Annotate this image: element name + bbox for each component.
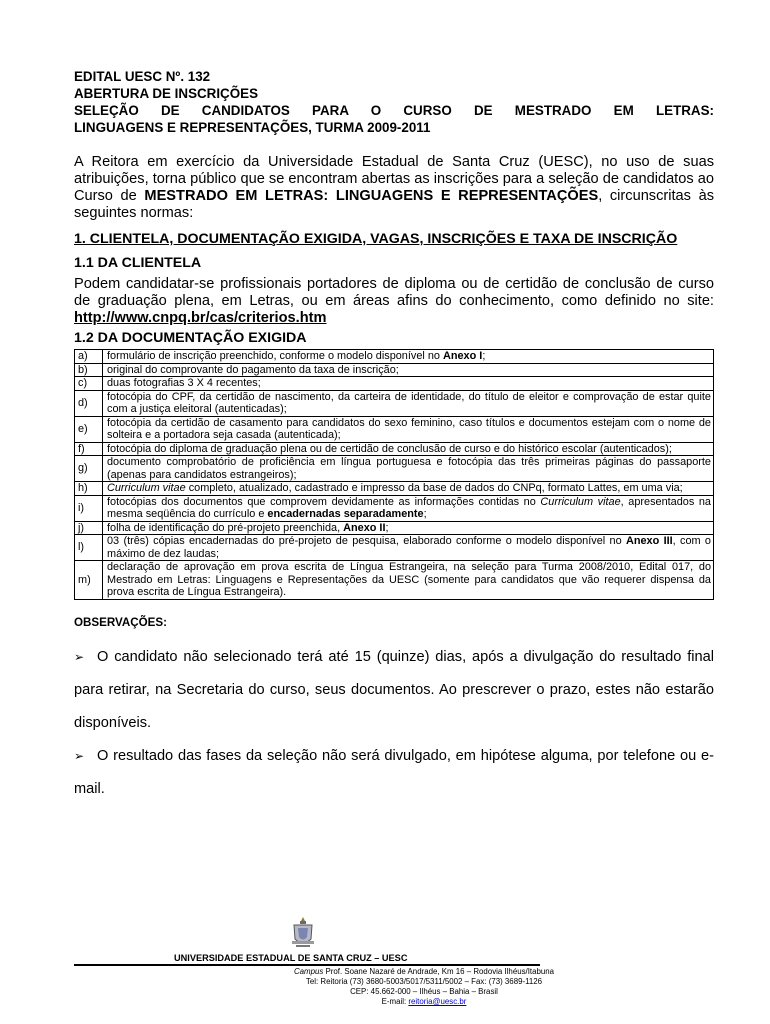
row-text: fotocópia do CPF, da certidão de nascimento, da carteira de identidade, do título de eleitor e comprovação de estar quite com a justiça eleitoral (autenticadas); — [103, 390, 714, 416]
row-letter: d) — [75, 390, 103, 416]
document-page — [74, 68, 714, 806]
row-letter: m) — [75, 561, 103, 600]
row-text: duas fotografias 3 X 4 recentes; — [103, 377, 714, 391]
section-1-title: 1. CLIENTELA, DOCUMENTAÇÃO EXIGIDA, VAGAS, INSCRIÇÕES E TAXA DE INSCRIÇÃO — [74, 231, 678, 247]
row-letter: l) — [75, 535, 103, 561]
table-row — [75, 561, 714, 600]
edital-subtitle: ABERTURA DE INSCRIÇÕES — [74, 86, 259, 101]
row-letter: g) — [75, 456, 103, 482]
row-text: fotocópia da certidão de casamento para candidatos do sexo feminino, caso títulos e documentos estejam com o nome de solteira e a portadora seja casada (autenticada); — [103, 416, 714, 442]
row-text: declaração de aprovação em prova escrita de Língua Estrangeira, na seleção para Turma 2008/2010, Edital 017, do Mestrado em Letras: Linguagens e Representações da UESC (somente para candidatos que vão requerer dispensa da prova escrita de Língua Estrangeira). — [103, 561, 714, 600]
table-row — [75, 456, 714, 482]
table-row — [75, 377, 714, 391]
edital-title-line1: SELEÇÃO DE CANDIDATOS PARA O CURSO DE MESTRADO EM LETRAS: — [74, 103, 714, 118]
observations-title: OBSERVAÇÕES: — [74, 615, 167, 629]
row-text: fotocópia do diploma de graduação plena ou de certidão de conclusão de curso e do histórico escolar (autenticados); — [103, 442, 714, 456]
row-letter: a) — [75, 350, 103, 364]
table-row — [75, 482, 714, 496]
university-name: UNIVERSIDADE ESTADUAL DE SANTA CRUZ – UESC — [174, 953, 408, 963]
row-text: documento comprobatório de proficiência em língua portuguesa e fotocópia das três primeiras páginas do passaporte (apenas para candidatos estrangeiros); — [103, 456, 714, 482]
course-name: MESTRADO EM LETRAS: LINGUAGENS E REPRESENTAÇÕES — [144, 188, 599, 204]
table-row — [75, 416, 714, 442]
table-row — [75, 495, 714, 521]
section-1-2-title: 1.2 DA DOCUMENTAÇÃO EXIGIDA — [74, 330, 307, 346]
table-row — [75, 535, 714, 561]
section-1-1-title: 1.1 DA CLIENTELA — [74, 255, 202, 271]
row-text: 03 (três) cópias encadernadas do pré-projeto de pesquisa, elaborado conforme o modelo disponível no Anexo III, com o máximo de dez laudas; — [103, 535, 714, 561]
criteria-link[interactable]: http://www.cnpq.br/cas/criterios.htm — [74, 310, 327, 326]
edital-title-line2: LINGUAGENS E REPRESENTAÇÕES, TURMA 2009-2011 — [74, 120, 431, 135]
footer-divider — [74, 964, 540, 966]
documents-table — [74, 349, 714, 600]
row-letter: b) — [75, 363, 103, 377]
table-row — [75, 350, 714, 364]
table-row — [75, 390, 714, 416]
table-row — [75, 363, 714, 377]
email-link[interactable]: reitoria@uesc.br — [408, 997, 467, 1006]
row-text: formulário de inscrição preenchido, conforme o modelo disponível no Anexo I; — [103, 350, 714, 364]
arrow-bullet-icon: ➢ — [74, 748, 85, 763]
row-letter: c) — [75, 377, 103, 391]
row-text: folha de identificação do pré-projeto preenchida, Anexo II; — [103, 521, 714, 535]
row-letter: f) — [75, 442, 103, 456]
row-letter: j) — [75, 521, 103, 535]
table-row — [75, 521, 714, 535]
row-letter: e) — [75, 416, 103, 442]
university-seal-icon — [290, 915, 316, 949]
observation-item: ➢ O candidato não selecionado terá até 15 (quinze) dias, após a divulgação do resultado final para retirar, na Secretaria do curso, seus documentos. Ao prescrever o prazo, estes não estarão disponíveis. — [74, 641, 714, 740]
intro-paragraph: A Reitora em exercício da Universidade Estadual de Santa Cruz (UESC), no uso de suas atribuições, torna público que se encontram abertas as inscrições para a seleção de candidatos ao Curso de MESTRADO EM LETRAS: LINGUAGENS E REPRESENTAÇÕES, circunscritas às seguintes normas: — [74, 154, 715, 221]
edital-number: EDITAL UESC Nº. 132 — [74, 69, 211, 84]
arrow-bullet-icon: ➢ — [74, 649, 85, 664]
row-letter: i) — [75, 495, 103, 521]
observation-item: ➢ O resultado das fases da seleção não será divulgado, em hipótese alguma, por telefone ou e-mail. — [74, 740, 714, 806]
row-text: Curriculum vitae completo, atualizado, cadastrado e impresso da base de dados do CNPq, formato Lattes, em uma via; — [103, 482, 714, 496]
row-text: fotocópias dos documentos que comprovem devidamente as informações contidas no Curriculum vitae, apresentados na mesma seqüência do currículo e encadernadas separadamente; — [103, 495, 714, 521]
footer-address: Campus Prof. Soane Nazaré de Andrade, Km 16 – Rodovia Ilhéus/Itabuna Tel: Reitoria (73) 3680-5003/5017/5311/5002 – Fax: (73) 3689-1126 CEP: 45.662-000 – Ilhéus – Bahia – Brasil E-mail: reitoria@uesc.br — [293, 967, 555, 1006]
clientele-paragraph: Podem candidatar-se profissionais portadores de diploma ou de certidão de conclusão de curso de graduação plena, em Letras, ou em áreas afins do conhecimento, como definido no site: http://www.cnpq.br/cas/criterios.htm — [74, 276, 714, 326]
row-text: original do comprovante do pagamento da taxa de inscrição; — [103, 363, 714, 377]
table-row — [75, 442, 714, 456]
row-letter: h) — [75, 482, 103, 496]
